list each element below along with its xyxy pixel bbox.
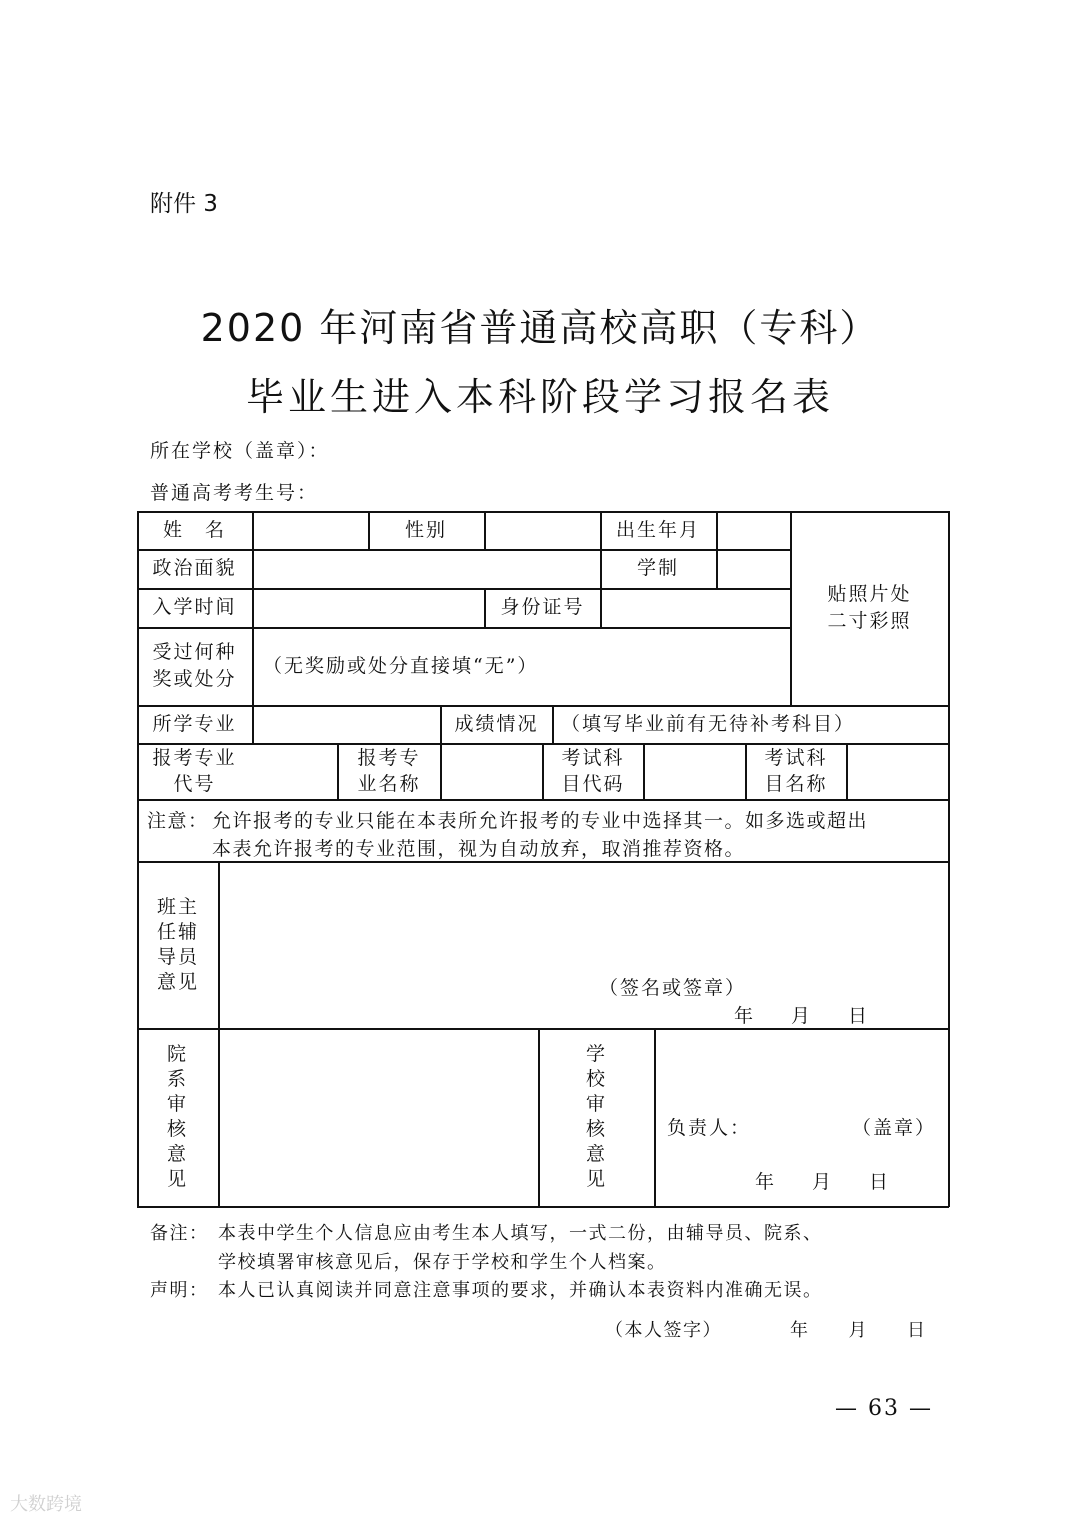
grades-hint[interactable]: （填写毕业前有无待补考科目） — [561, 712, 856, 735]
enroll-field[interactable] — [253, 588, 484, 627]
teacher-date: 年 月 日 — [734, 1005, 868, 1027]
statement-text: 本人已认真阅读并同意注意事项的要求，并确认本表资料内准确无误。 — [218, 1280, 823, 1301]
rewards-hint[interactable]: （无奖励或处分直接填“无”） — [263, 654, 539, 677]
rule-major-2 — [552, 705, 554, 744]
schooling-label: 学制 — [636, 557, 679, 579]
dept-review-label — [137, 1028, 218, 1206]
grades-label: 成绩情况 — [454, 712, 539, 735]
remark-prefix: 备注： — [150, 1223, 209, 1244]
schooling-field[interactable] — [717, 549, 790, 588]
teacher-sign-label: （签名或签章） — [599, 977, 747, 999]
watermark-logo: 大数跨境 — [10, 1494, 82, 1515]
school-review-text: 学校审核意见 — [585, 1043, 607, 1190]
notice-line-2: 本表允许报考的专业范围，视为自动放弃，取消推荐资格。 — [212, 838, 746, 860]
self-sign-date: 年 月 日 — [790, 1320, 927, 1341]
name-label: 姓 名 — [162, 519, 226, 541]
subject-code-label: 考试科 目代码 — [561, 747, 625, 795]
remark-line-1: 本表中学生个人信息应由考生本人填写，一式二份，由辅导员、院系、 — [218, 1223, 823, 1244]
remark-line-2: 学校填署审核意见后，保存于学校和学生个人档案。 — [218, 1252, 667, 1273]
title-line-2: 毕业生进入本科阶段学习报名表 — [245, 375, 834, 419]
id-field[interactable] — [601, 588, 790, 627]
border-bottom — [137, 1206, 949, 1208]
attachment-label: 附件 3 — [150, 191, 218, 217]
major-field[interactable] — [253, 705, 440, 743]
apply-code-field[interactable] — [253, 743, 337, 799]
politics-field[interactable] — [253, 549, 600, 588]
teacher-opinion-text: 班主任辅导员意见 — [156, 895, 199, 993]
subject-name-field[interactable] — [847, 743, 948, 799]
dept-review-text: 院系审核意见 — [166, 1043, 188, 1190]
notice-prefix: 注意： — [147, 810, 209, 832]
id-label: 身份证号 — [500, 596, 585, 618]
subject-code-field[interactable] — [644, 743, 745, 799]
enroll-label: 入学时间 — [152, 596, 237, 618]
major-label: 所学专业 — [152, 712, 237, 735]
birth-field[interactable] — [717, 511, 790, 550]
self-sign-label: （本人签字） — [605, 1320, 722, 1341]
review-date: 年 月 日 — [755, 1171, 889, 1193]
photo-placeholder: 贴照片处 二寸彩照 — [827, 583, 912, 632]
politics-label: 政治面貌 — [152, 557, 237, 579]
apply-name-label: 报考专 业名称 — [357, 747, 421, 795]
school-stamp-label: 所在学校（盖章）： — [150, 440, 330, 462]
gender-field[interactable] — [485, 511, 600, 550]
border-right — [948, 511, 950, 1207]
name-field[interactable] — [253, 511, 368, 550]
teacher-opinion-label — [151, 861, 205, 1028]
page-number: — 63 — — [835, 1396, 933, 1421]
responsible-label: 负责人： — [667, 1117, 752, 1139]
exam-number-label: 普通高考考生号： — [150, 482, 319, 504]
school-review-label — [539, 1028, 654, 1206]
apply-code-label: 报考专业 代号 — [152, 747, 237, 795]
gender-label: 性别 — [404, 519, 447, 541]
birth-label: 出生年月 — [615, 519, 700, 541]
application-form — [137, 511, 949, 1207]
subject-name-label: 考试科 目名称 — [764, 747, 828, 795]
stamp-label: （盖章） — [852, 1117, 937, 1139]
title-line-1: 2020 年河南省普通高校高职（专科） — [200, 306, 880, 350]
notice-line-1: 允许报考的专业只能在本表所允许报考的专业中选择其一。如多选或超出 — [212, 810, 869, 832]
statement-prefix: 声明： — [150, 1280, 209, 1301]
rewards-label: 受过何种 奖或处分 — [152, 641, 237, 690]
apply-name-field[interactable] — [441, 743, 542, 799]
dept-review-field[interactable] — [219, 1028, 538, 1206]
